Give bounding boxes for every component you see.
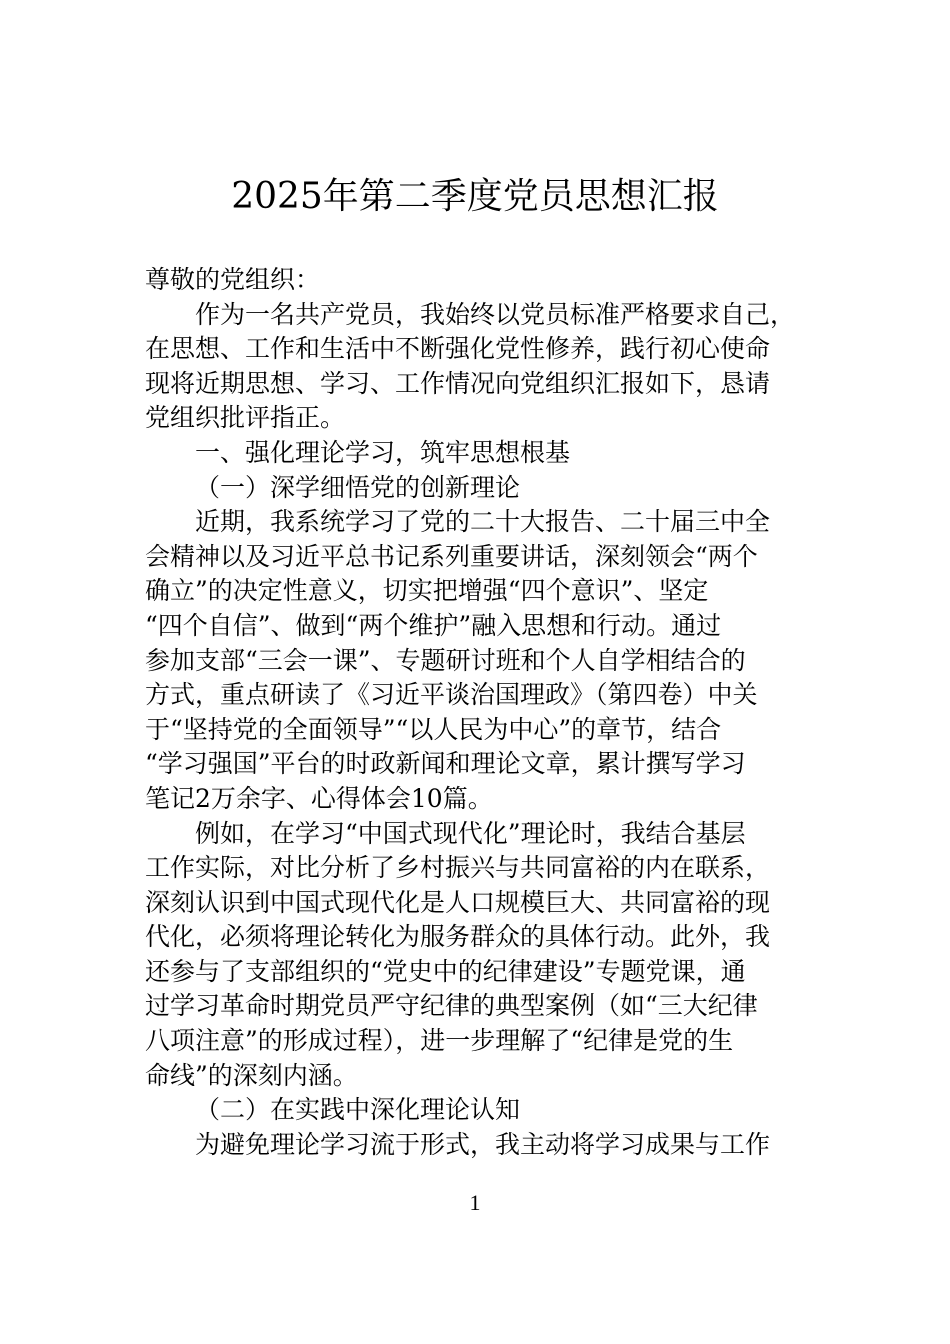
paragraph-line: “四个自信”、做到“两个维护”融入思想和行动。通过 xyxy=(145,610,722,640)
paragraph-line: 现将近期思想、学习、工作情况向党组织汇报如下，恳请 xyxy=(145,368,771,398)
paragraph-line: 近期，我系统学习了党的二十大报告、二十届三中全 xyxy=(195,507,771,537)
paragraph-line: 确立”的决定性意义，切实把增强“四个意识”、坚定 xyxy=(145,576,709,606)
paragraph-line: 在思想、工作和生活中不断强化党性修养，践行初心使命 xyxy=(145,334,771,364)
paragraph-line: 还参与了支部组织的“党史中的纪律建设”专题党课，通 xyxy=(145,956,746,986)
paragraph-line: 党组织批评指正。 xyxy=(145,403,346,433)
paragraph-line: 命线”的深刻内涵。 xyxy=(145,1060,358,1090)
document-body xyxy=(145,263,810,1162)
subsection-heading: （一）深学细悟党的创新理论 xyxy=(195,472,521,502)
paragraph-line: 为避免理论学习流于形式，我主动将学习成果与工作 xyxy=(195,1129,771,1159)
paragraph-line: 作为一名共产党员，我始终以党员标准严格要求自己， xyxy=(195,299,796,329)
subsection-heading: （二）在实践中深化理论认知 xyxy=(195,1095,521,1125)
section-heading: 一、强化理论学习，筑牢思想根基 xyxy=(195,437,571,467)
paragraph-line: 深刻认识到中国式现代化是人口规模巨大、共同富裕的现 xyxy=(145,887,771,917)
paragraph-line: “学习强国”平台的时政新闻和理论文章，累计撰写学习 xyxy=(145,749,746,779)
paragraph-line: 会精神以及习近平总书记系列重要讲话，深刻领会“两个 xyxy=(145,541,758,571)
salutation: 尊敬的党组织： xyxy=(145,265,321,294)
paragraph-line: 八项注意”的形成过程），进一步理解了“纪律是党的生 xyxy=(145,1026,734,1056)
paragraph-line: 参加支部“三会一课”、专题研讨班和个人自学相结合的 xyxy=(145,645,746,675)
paragraph-line: 方式，重点研读了《习近平谈治国理政》（第四卷）中关 xyxy=(145,680,758,710)
paragraph-line: 例如，在学习“中国式现代化”理论时，我结合基层 xyxy=(195,818,746,848)
page-number: 1 xyxy=(469,1190,481,1215)
paragraph-line: 笔记2万余字、心得体会10篇。 xyxy=(145,783,493,813)
document-title: 2025年第二季度党员思想汇报 xyxy=(231,176,719,217)
paragraph-line: 过学习革命时期党员严守纪律的典型案例（如“三大纪律 xyxy=(145,991,758,1021)
paragraph-line: 代化，必须将理论转化为服务群众的具体行动。此外，我 xyxy=(145,922,771,952)
paragraph-line: 工作实际，对比分析了乡村振兴与共同富裕的内在联系， xyxy=(145,853,771,883)
paragraph-line: 于“坚持党的全面领导”“以人民为中心”的章节，结合 xyxy=(145,714,722,744)
